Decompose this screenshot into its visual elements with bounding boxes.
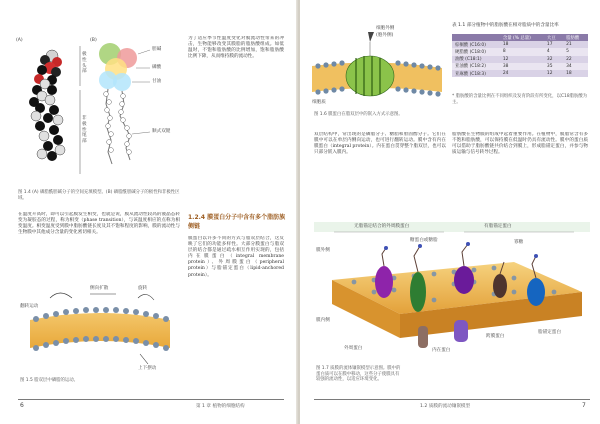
fig16-caption: 图 1.6 膜蛋白在脂双层中的嵌入方式示意图。 xyxy=(314,112,403,117)
table-cell: 12 xyxy=(544,70,563,77)
table-note: * 脂肪酸的含量比例在不同组织及发育阶段有所变化，以C18脂肪酸为主。 xyxy=(452,94,588,105)
table-header-cell xyxy=(452,34,500,41)
table-cell: 亚麻酸 (C18:3) xyxy=(452,70,500,77)
fig17-inner-label: 膜内侧 xyxy=(316,318,330,323)
fig17-caption: 图 1.7 质膜的流体镶嵌模型示意图。膜中的蛋白质可以在膜中移动，这些分子使膜具有较强的流动性，以适应环境变化。 xyxy=(316,366,401,383)
table-cell: 35 xyxy=(544,63,563,70)
table-cell: 5 xyxy=(563,48,588,55)
table-cell: 亚油酸 (C18:2) xyxy=(452,63,500,70)
right-page xyxy=(300,0,600,424)
fig14-label-b: (B) xyxy=(90,38,97,43)
table-row xyxy=(452,41,588,48)
section-heading-1-2-4: 1.2.4 膜蛋白分子中含有多个脂肪族侧链 xyxy=(188,214,286,230)
left-mid-text: 在温度升高时，即可以引起膜发生相变，也就是说，膜从流动性较高的液晶态转变为凝胶态的过程，称为相变（phase transition），与该温度相应的点称为相变温度。相变温度受到膜中脂肪酸链长度及其不饱和程度的影响，膜的流动性与生物膜中其他成分含量的变化密切相关。 xyxy=(18,212,180,236)
left-page-number: 6 xyxy=(20,402,24,409)
table-header-cell: 大豆 xyxy=(544,34,563,41)
table-cell: 18 xyxy=(500,41,544,48)
left-footer-rule xyxy=(18,399,284,400)
fig16-label-c: 细胞质 xyxy=(312,100,326,105)
fig17-top-label-1: 无脂锚定结合的外周膜蛋白 xyxy=(354,224,410,229)
fig17-oligosaccharide-label: 寡糖 xyxy=(514,240,524,245)
fig14-headgroup-label: 胆碱 xyxy=(152,47,162,52)
fig15-flex-label: 上下摆动 xyxy=(138,366,157,371)
figure-1-4 xyxy=(12,24,182,189)
left-section-text: 膜蛋白以许多不同的方式与脂双层结合，这反映了它们的功能多样性。大部分膜蛋白与脂双层的结合都是通过疏水相互作用实现的，包括内在膜蛋白（integral membrane protein）、外周膜蛋白（peripheral protein）与脂锚定蛋白（lipid-anchored protein）。 xyxy=(188,236,284,278)
table-header-row xyxy=(452,34,588,41)
fig15-caption: 图 1.5 脂双层中磷脂的运动。 xyxy=(20,378,79,383)
table-cell: 21 xyxy=(563,41,588,48)
table-row xyxy=(452,48,588,55)
fig15-rotation-label: 旋转 xyxy=(138,286,148,291)
table-cell: 棕榈酸 (C16:0) xyxy=(452,41,500,48)
left-page xyxy=(0,0,298,424)
space-filling-model xyxy=(29,50,65,161)
table-row xyxy=(452,56,588,63)
fig17-lipid-anchored-label: 脂锚定蛋白 xyxy=(538,330,561,335)
schematic-model xyxy=(99,43,150,164)
figure-1-5 xyxy=(20,284,180,376)
table-cell: 32 xyxy=(544,56,563,63)
table-row xyxy=(452,63,588,70)
fig14-glycerol-label: 甘油 xyxy=(152,79,162,84)
fig16-label-a: 细胞外侧 xyxy=(376,26,395,31)
bilayer-movement-svg xyxy=(20,284,180,376)
fig15-lateral-label: 侧向扩散 xyxy=(90,286,109,291)
table-cell: 油酸 (C18:1) xyxy=(452,56,500,63)
table-row xyxy=(452,70,588,77)
fig17-top-label-2: 有脂锚定蛋白 xyxy=(484,224,512,229)
fig17-integral-label: 内在蛋白 xyxy=(432,348,451,353)
fig17-glycoprotein-label: 糖蛋白或糖脂 xyxy=(410,238,438,243)
fig14-nonpolar-label: 非极性尾部 xyxy=(82,116,87,145)
fig14-caption: 图 1.4 (A) 磷脂酰胆碱分子的空间充填模型。(B) 磷脂酰胆碱分子的极性和非极性区域。 xyxy=(18,190,180,201)
table-header-cell: 脂肪酸 xyxy=(563,34,588,41)
fig14-polar-label: 极性头部 xyxy=(82,52,87,75)
table-cell: 38 xyxy=(500,63,544,70)
right-page-number: 7 xyxy=(582,402,586,409)
table-cell: 18 xyxy=(563,70,588,77)
left-running-footer: 第 1 章 植物的细胞结构 xyxy=(196,404,245,409)
fig16-label-b: (胞外侧) xyxy=(376,33,394,38)
table-cell: 4 xyxy=(544,48,563,55)
figure-1-6 xyxy=(312,22,442,108)
table-header-cell: 含量 (% 总量) xyxy=(500,34,544,41)
fig14-label-a: (A) xyxy=(16,38,23,43)
fig14-phosphate-label: 磷酸 xyxy=(152,65,162,70)
table-cell: 硬脂酸 (C18:0) xyxy=(452,48,500,55)
left-right-col-text: 为了适应季节性温度变化对膜流动性带来的冲击，生物能够改变其膜脂的脂肪酸组成。如低温时，不饱和脂肪酸的比例增加，饱和脂肪酸比例下降，从而维持膜的流动性。 xyxy=(188,36,284,60)
fig17-outer-label: 膜外侧 xyxy=(316,248,330,253)
fig15-flip-label: 翻转运动 xyxy=(20,304,39,309)
fig14-double-bond-label: 顺式双键 xyxy=(152,129,171,134)
right-running-footer: 1.2 质膜的流动镶嵌模型 xyxy=(420,404,471,409)
fatty-acid-table xyxy=(452,34,588,77)
table-cell: 8 xyxy=(500,48,544,55)
fig17-peripheral-label: 外周蛋白 xyxy=(344,346,363,351)
table-title: 表 1.1 部分植物中的脂肪酸在相对脂质中的含量比率 xyxy=(452,23,559,28)
right-left-col-text: 双层结构中，常出现的是磷脂分子、糖脂和胆固醇分子。它们在膜中可以在单层内侧向运动，也可进行翻转运动。膜中含有内在膜蛋白（integral protein）。内在蛋白贯穿整个脂双层，也可以只部分嵌入膜内。 xyxy=(314,132,446,156)
table-cell: 24 xyxy=(500,70,544,77)
fig17-transmembrane-label: 跨膜蛋白 xyxy=(486,334,505,339)
table-cell: 22 xyxy=(563,56,588,63)
table-cell: 17 xyxy=(544,41,563,48)
table-cell: 34 xyxy=(563,63,588,70)
table-cell: 12 xyxy=(500,56,544,63)
right-right-col-text: 脂肪酸在生物膜的组成中起着重要作用。在植物中，膜脂常含有多不饱和脂肪酸，可以保持膜在低温时仍具有流动性。膜中的蛋白质可以借助于脂肪酸链共价结合到膜上，形成脂锚定蛋白，并参与物质运输与信号转导过程。 xyxy=(452,132,588,156)
right-footer-rule xyxy=(314,399,590,400)
